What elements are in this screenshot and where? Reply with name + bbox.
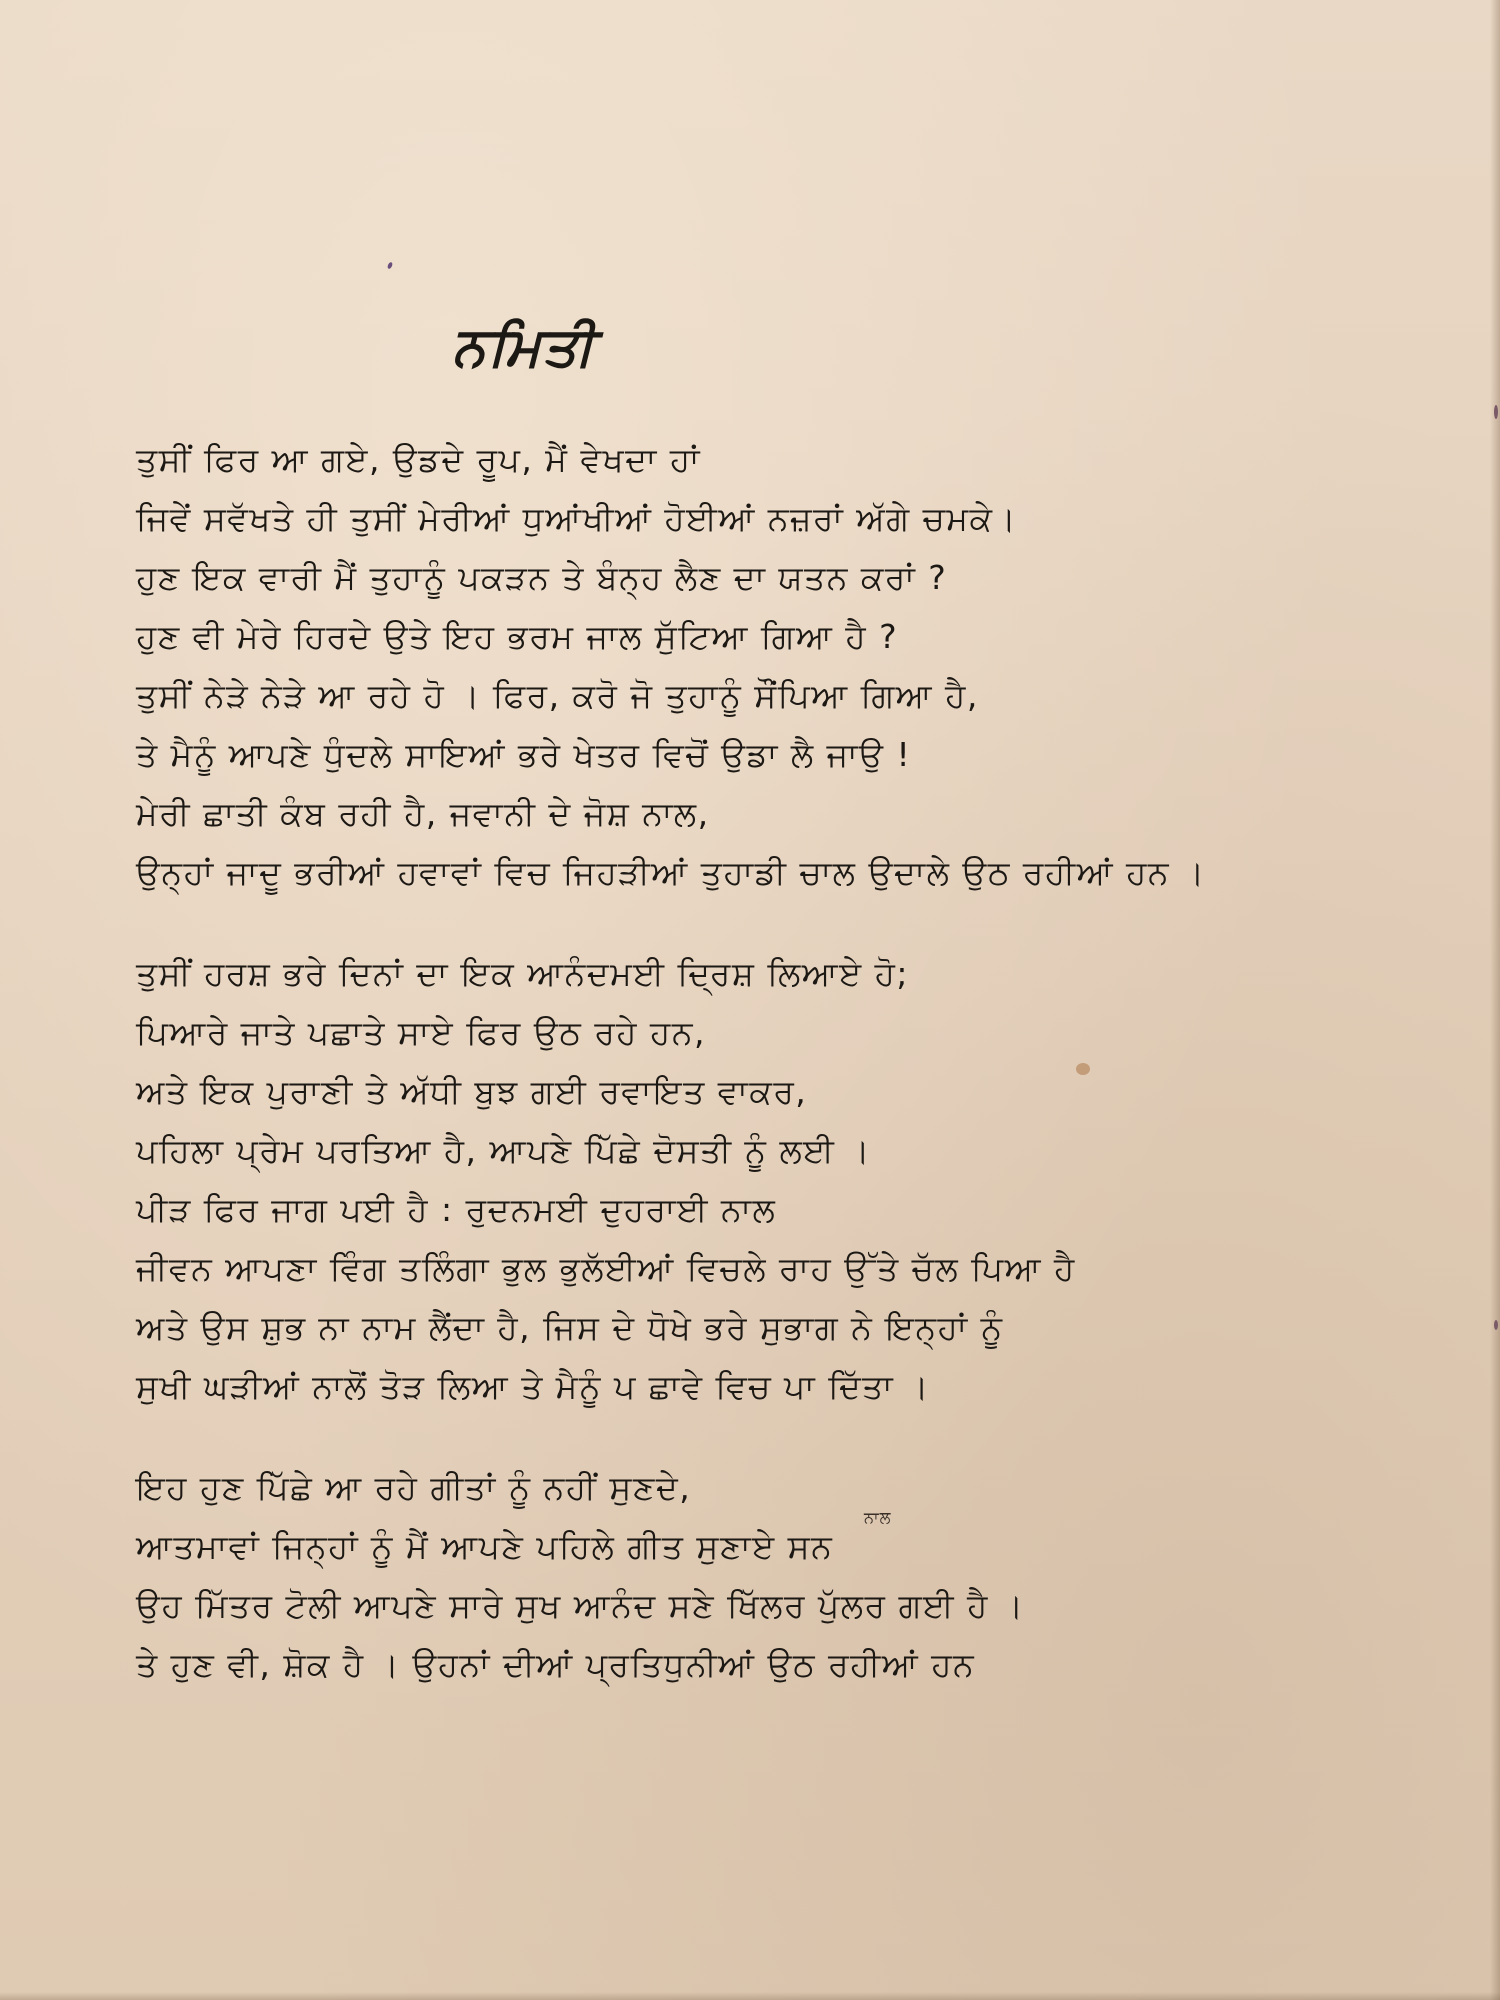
stanza-3 <box>136 1458 1416 1694</box>
poem-line: ਉਨ੍ਹਾਂ ਜਾਦੂ ਭਰੀਆਂ ਹਵਾਵਾਂ ਵਿਚ ਜਿਹੜੀਆਂ ਤੁਹਾਡੀ ਚਾਲ ਉਦਾਲੇ ਉਠ ਰਹੀਆਂ ਹਨ । <box>136 853 1206 892</box>
poem-line: ਜੀਵਨ ਆਪਣਾ ਵਿੰਗ ਤਲਿੰਗਾ ਭੁਲ ਭੁਲੱਈਆਂ ਵਿਚਲੇ ਰਾਹ ਉੱਤੇ ਚੱਲ ਪਿਆ ਹੈ <box>136 1249 1076 1288</box>
ink-speck <box>1494 1320 1498 1330</box>
handwritten-marginal-note: ਨਾਲ <box>864 1508 892 1527</box>
poem-line: ਜਿਵੇਂ ਸਵੱਖਤੇ ਹੀ ਤੁਸੀਂ ਮੇਰੀਆਂ ਧੁਆਂਖੀਆਂ ਹੋਈਆਂ ਨਜ਼ਰਾਂ ਅੱਗੇ ਚਮਕੇ। <box>136 499 1018 538</box>
poem-title: ਨਮਿਤੀ <box>452 315 596 378</box>
poem-line: ਤੇ ਹੁਣ ਵੀ, ਸ਼ੋਕ ਹੈ । ਉਹਨਾਂ ਦੀਆਂ ਪ੍ਰਤਿਧੁਨੀਆਂ ਉਠ ਰਹੀਆਂ ਹਨ <box>136 1645 976 1684</box>
poem-line: ਹੁਣ ਇਕ ਵਾਰੀ ਮੈਂ ਤੁਹਾਨੂੰ ਪਕੜਨ ਤੇ ਬੰਨ੍ਹ ਲੈਣ ਦਾ ਯਤਨ ਕਰਾਂ ? <box>136 558 948 597</box>
poem-line: ਉਹ ਮਿੱਤਰ ਟੋਲੀ ਆਪਣੇ ਸਾਰੇ ਸੁਖ ਆਨੰਦ ਸਣੇ ਖਿੱਲਰ ਪੁੱਲਰ ਗਈ ਹੈ । <box>136 1586 1025 1625</box>
ink-speck <box>1494 405 1498 419</box>
poem-line: ਤੁਸੀਂ ਫਿਰ ਆ ਗਏ, ਉਡਦੇ ਰੂਪ, ਮੈਂ ਵੇਖਦਾ ਹਾਂ <box>136 440 701 479</box>
stanza-1 <box>136 430 1416 902</box>
ink-speck <box>387 261 394 269</box>
stanza-2 <box>136 944 1416 1416</box>
poem-line: ਆਤਮਾਵਾਂ ਜਿਨ੍ਹਾਂ ਨੂੰ ਮੈਂ ਆਪਣੇ ਪਹਿਲੇ ਗੀਤ ਸੁਣਾਏ ਸਨ <box>136 1527 834 1566</box>
poem-line: ਅਤੇ ਇਕ ਪੁਰਾਣੀ ਤੇ ਅੱਧੀ ਬੁਝ ਗਈ ਰਵਾਇਤ ਵਾਕਰ, <box>136 1072 808 1111</box>
poem-line: ਤੇ ਮੈਨੂੰ ਆਪਣੇ ਧੁੰਦਲੇ ਸਾਇਆਂ ਭਰੇ ਖੇਤਰ ਵਿਚੋਂ ਉਡਾ ਲੈ ਜਾਉ ! <box>136 735 912 774</box>
poem-line: ਮੇਰੀ ਛਾਤੀ ਕੰਬ ਰਹੀ ਹੈ, ਜਵਾਨੀ ਦੇ ਜੋਸ਼ ਨਾਲ, <box>136 794 710 833</box>
poem-line: ਇਹ ਹੁਣ ਪਿੱਛੇ ਆ ਰਹੇ ਗੀਤਾਂ ਨੂੰ ਨਹੀਂ ਸੁਣਦੇ, <box>136 1468 692 1507</box>
poem-line: ਤੁਸੀਂ ਹਰਸ਼ ਭਰੇ ਦਿਨਾਂ ਦਾ ਇਕ ਆਨੰਦਮਈ ਦ੍ਰਿਸ਼ ਲਿਆਏ ਹੋ; <box>136 954 910 993</box>
poem-body <box>136 430 1416 1736</box>
page-edge-shadow-right <box>1490 0 1500 2000</box>
poem-line: ਤੁਸੀਂ ਨੇੜੇ ਨੇੜੇ ਆ ਰਹੇ ਹੋ । ਫਿਰ, ਕਰੋ ਜੋ ਤੁਹਾਨੂੰ ਸੌਂਪਿਆ ਗਿਆ ਹੈ, <box>136 676 979 715</box>
poem-line: ਪਿਆਰੇ ਜਾਤੇ ਪਛਾਤੇ ਸਾਏ ਫਿਰ ਉਠ ਰਹੇ ਹਨ, <box>136 1013 706 1052</box>
poem-line: ਸੁਖੀ ਘੜੀਆਂ ਨਾਲੋਂ ਤੋੜ ਲਿਆ ਤੇ ਮੈਨੂੰ ਪ ਛਾਵੇ ਵਿਚ ਪਾ ਦਿੱਤਾ । <box>136 1367 930 1406</box>
poem-line: ਪੀੜ ਫਿਰ ਜਾਗ ਪਈ ਹੈ : ਰੁਦਨਮਈ ਦੁਹਰਾਈ ਨਾਲ <box>136 1190 777 1229</box>
page-edge-shadow-bottom <box>0 1992 1500 2000</box>
poem-line: ਹੁਣ ਵੀ ਮੇਰੇ ਹਿਰਦੇ ਉਤੇ ਇਹ ਭਰਮ ਜਾਲ ਸੁੱਟਿਆ ਗਿਆ ਹੈ ? <box>136 617 899 656</box>
poem-line: ਪਹਿਲਾ ਪ੍ਰੇਮ ਪਰਤਿਆ ਹੈ, ਆਪਣੇ ਪਿੱਛੇ ਦੋਸਤੀ ਨੂੰ ਲਈ । <box>136 1131 872 1170</box>
poem-line: ਅਤੇ ਉਸ ਸ਼ੁਭ ਨਾ ਨਾਮ ਲੈਂਦਾ ਹੈ, ਜਿਸ ਦੇ ਧੋਖੇ ਭਰੇ ਸੁਭਾਗ ਨੇ ਇਨ੍ਹਾਂ ਨੂੰ <box>136 1308 1004 1347</box>
